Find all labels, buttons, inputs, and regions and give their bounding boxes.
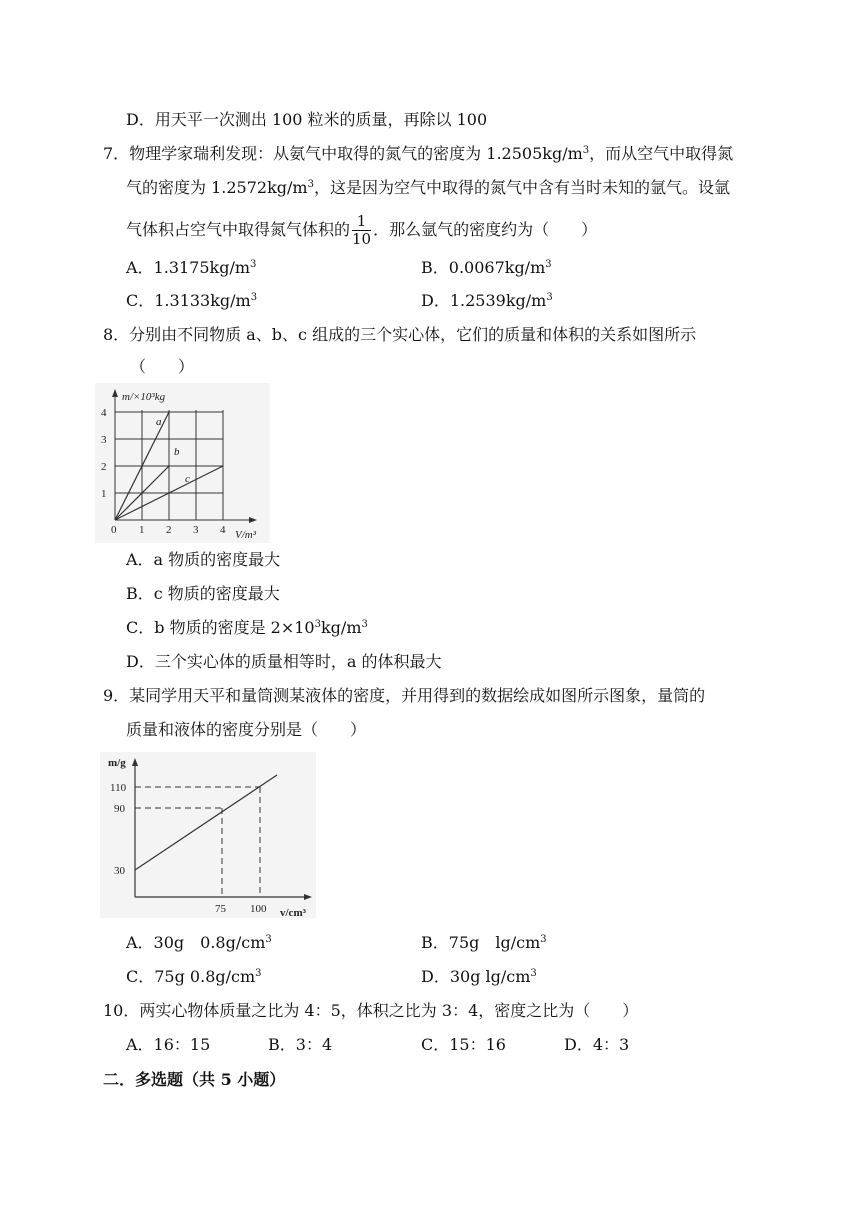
series-label-a: a — [156, 416, 162, 428]
q7-stem-line1: 7．物理学家瑞利发现：从氨气中取得的氮气的密度为 $1.2505kg/m^3$，而从空气中取得氮 — [103, 144, 734, 163]
x-tick-1: 1 — [139, 524, 145, 536]
y-tick-110: 110 — [110, 782, 127, 794]
q9-option-b[interactable]: B．75g $\lg/cm^3$ — [421, 933, 547, 952]
series-label-b: b — [174, 446, 180, 458]
q10-option-d[interactable]: D．4：3 — [564, 1035, 630, 1054]
q8-option-a[interactable]: A．a 物质的密度最大 — [126, 550, 281, 569]
q9-mass-volume-graph — [100, 752, 316, 918]
q10-option-b[interactable]: B．3：4 — [268, 1035, 333, 1054]
y-axis-label: m/g — [108, 757, 126, 769]
q9-option-c[interactable]: C．75g $0.8g/cm^3$ — [126, 967, 262, 986]
q10-stem: 10．两实心物体质量之比为 4：5，体积之比为 3：4，密度之比为（ ） — [103, 1001, 639, 1020]
q6-option-d: D．用天平一次测出 100 粒米的质量，再除以 100 — [126, 110, 488, 129]
x-tick-0: 0 — [111, 524, 117, 536]
y-tick-2: 2 — [101, 461, 107, 473]
series-label-c: c — [185, 473, 190, 485]
x-tick-3: 3 — [193, 524, 199, 536]
q7-option-b[interactable]: B．$0.0067kg/m^3$ — [421, 258, 552, 277]
q9-stem-line2: 质量和液体的密度分别是（ ） — [126, 720, 367, 739]
q8-option-d[interactable]: D．三个实心体的质量相等时，a 的体积最大 — [126, 652, 442, 671]
q10-option-a[interactable]: A．16：15 — [126, 1035, 211, 1054]
q9-stem-line1: 9．某同学用天平和量筒测某液体的密度，并用得到的数据绘成如图所示图象，量筒的 — [103, 686, 706, 705]
y-tick-3: 3 — [101, 434, 107, 446]
x-tick-75: 75 — [215, 903, 226, 915]
y-tick-30: 30 — [114, 865, 125, 877]
x-tick-4: 4 — [220, 524, 226, 536]
q8-option-c[interactable]: C．b 物质的密度是 $2\times 10^3kg/m^3$ — [126, 618, 368, 637]
y-tick-1: 1 — [101, 488, 107, 500]
x-tick-2: 2 — [166, 524, 172, 536]
q7-option-c[interactable]: C．$1.3133kg/m^3$ — [126, 291, 258, 310]
q7-option-a[interactable]: A．$1.3175kg/m^3$ — [126, 258, 257, 277]
section-title-multiple-choice: 二．多选题（共 5 小题） — [103, 1070, 286, 1089]
x-axis-label: v/cm³ — [280, 907, 306, 918]
q7-option-d[interactable]: D．$1.2539kg/m^3$ — [421, 291, 553, 310]
q8-option-b[interactable]: B．c 物质的密度最大 — [126, 584, 280, 603]
q8-mass-volume-graph — [95, 383, 270, 543]
q7-stem-line2: 气的密度为 $1.2572kg/m^3$，这是因为空气中取得的氮气中含有当时未知的氩气。设氩 — [126, 178, 730, 197]
x-tick-100: 100 — [250, 903, 267, 915]
q8-stem-line1: 8．分别由不同物质 a、b、c 组成的三个实心体，它们的质量和体积的关系如图所示 — [103, 325, 697, 344]
y-axis-label: m/×10³kg — [122, 391, 166, 403]
q9-option-d[interactable]: D．30g $\lg/cm^3$ — [421, 967, 537, 986]
x-axis-label: V/m³ — [235, 529, 257, 541]
fraction-one-tenth: $\frac{1}{10}$ — [352, 212, 372, 248]
q8-stem-line2: （ ） — [130, 357, 195, 376]
q7-stem-line3: 气体积占空气中取得氮气体积的 $\frac{1}{10}$ ．那么氩气的密度约为（ ） — [126, 212, 598, 248]
q10-option-c[interactable]: C．15：16 — [421, 1035, 506, 1054]
q9-option-a[interactable]: A．30g $0.8g/cm^3$ — [126, 933, 272, 952]
y-tick-4: 4 — [101, 407, 107, 419]
y-tick-90: 90 — [114, 803, 125, 815]
